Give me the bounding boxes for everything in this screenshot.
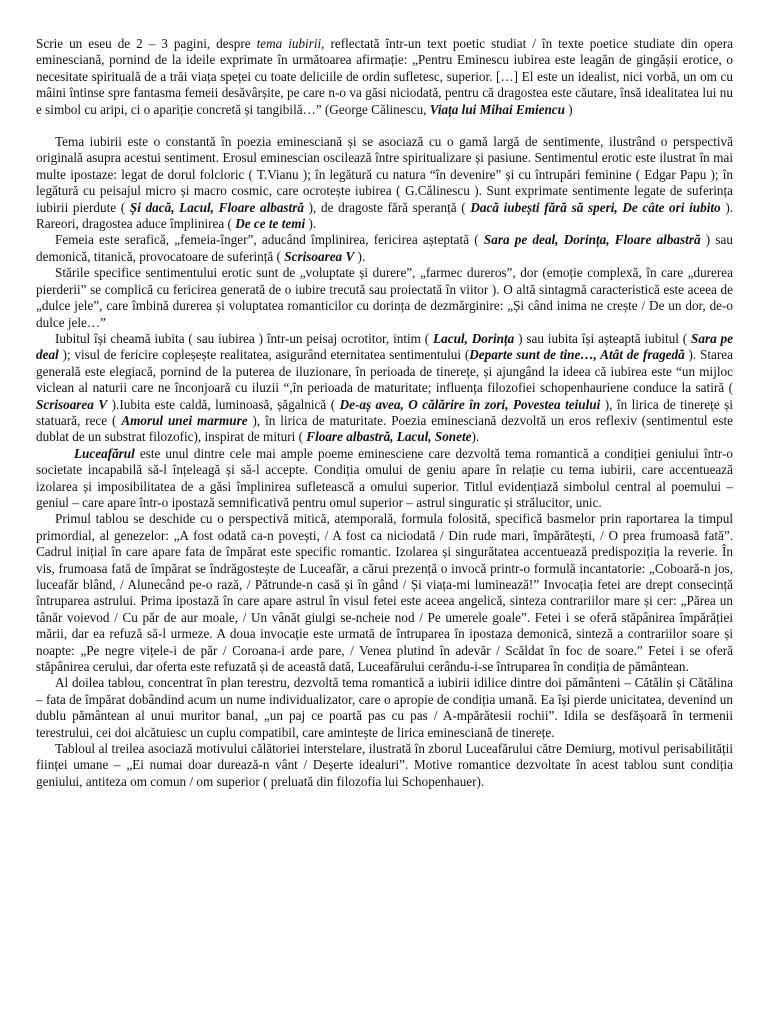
text-run: Femeia este serafică, „femeia-înger”, aducând împlinirea, fericirea așteptată (: [55, 232, 484, 248]
text-run: ), de dragoste fără speranță (: [303, 199, 471, 215]
essay-paragraph: [36, 331, 733, 446]
text-run: ); visul de fericire copleșește realitatea, asigurând eternitatea sentimentului (: [58, 347, 470, 363]
work-title: De ce te temi: [235, 216, 306, 232]
text-run: Primul tablou se deschide cu o perspectivă mitică, atemporală, formula folosită, specifică basmelor prin raportarea la timpul primordial, al genezelor: „A fost odată ca-n povești, / A fost ca niciodată / Din rude mari, împărătești, / O prea frumoasă fată”. Cadrul inițial în care apare fata de împărat este specific romantic. Izolarea și singurătatea accentuează predispoziția la reverie. În vis, frumoasa fată de împărat se îndrăgostește de Luceafăr, a cărui prezență o invocă printr-o formulă incantatorie: „Coboară-n jos, luceafăr blând, / Alunecând pe-o rază, / Pătrunde-n casă și în gând / Și viața-mi luminează!” Invocația fetei are drept consecință întruparea astrului. Prima ipostază în care apare astrul în visul fetei este aceea angelică, sinteza contrariilor mare și cer: „Părea un tânăr voievod / Cu păr de aur moale, / Un vânăt giulgi se-ncheie nod / Pe umerele goale”. Fetei i se oferă stăpânirea împărăției mării, dar ea refuză să-l urmeze. A doua invocație este urmată de întruparea în ipostaza demonică, sinteză a contrariilor soare și noapte: „Pe negre vițele-i de păr / Coroana-i arde pare, / Venea plutind în adevăr / Scăldat în foc de soare.” Fetei i se oferă stăpânirea cerului, dar oferta este refuzată și de această dată, Luceafărului cerându-i-se întruparea în condiția de pământean.: [36, 511, 733, 675]
text-run: ).: [471, 429, 480, 445]
essay-body: [36, 134, 733, 790]
work-title: Dacă iubești fără să speri, De câte ori iubito: [470, 199, 721, 215]
text-run: Scrie un eseu de 2 – 3 pagini, despre: [36, 36, 257, 51]
work-title: Departe sunt de tine…, Atât de fragedă: [469, 347, 685, 363]
work-title: Amorul unei marmure: [121, 412, 248, 428]
essay-paragraph: [36, 446, 733, 512]
essay-paragraph: [36, 511, 733, 675]
text-run: Tema iubirii este o constantă în poezia eminesciană și se asociază cu o gamă largă de sentimente, ilustrând o perspectivă originală asupra acestui sentiment. Erosul eminescian oscilează între spiritualizare și pasiune. Sentimentul erotic este ilustrat în mai multe ipostaze: legat de dorul folcloric ( T.Vianu ); în legătură cu natura “în devenire” și cu întrupări feminine ( Edgar Papu ); în legătură cu peisajul micro și macro cosmic, care ocrotește iubirea ( G.Călinescu ). Sunt exprimate sentimente legate de suferința iubirii pierdute (: [36, 134, 733, 215]
text-run: Stările specifice sentimentului erotic sunt de „voluptate și durere”, „farmec dureros”, dor (emoție complexă, în care „durerea pierderii” se complică cu fericirea generată de o iubire trecută sau proiectată în viitor ). O altă sintagmă caracteristică este aceea de „dulce jele”, care îmbină durerea și voluptatea romanticilor cu dorința de dezmărginire: „Și când inima ne crește / De un dor, de-o dulce jele…”: [36, 265, 733, 330]
text-run: ) sau demonică, titanică, provocatoare de suferință (: [36, 232, 733, 264]
work-title: Sara pe deal: [36, 330, 734, 363]
text-run: ), în lirica de tinerețe și statuară, rece (: [36, 396, 733, 428]
text-run: este unul dintre cele mai ample poeme eminesciene care dezvoltă tema romantică a condiției geniului într-o societate incapabilă să-l înțeleagă și să-l accepte. Condiția omului de geniu apare în relație cu tema iubirii, care accentuează izolarea și imposibilitatea de a găsi împlinirea sufletească a omului superior. Titlul evidențiază simbolul central al poemului – geniul – care apare într-o ipostază semnificativă pentru omul superior – astrul singuratic și strălucitor, unic.: [36, 445, 733, 510]
text-run: , reflectată într-un text poetic studiat / în texte poetice studiate din opera eminesciană, pornind de la ideile exprimate în următoarea afirmație: „Pentru Eminescu iubirea este leagăn de gingășii erotice, o necesitate spirituală de a trăi viața speței cu toate deliciile de ordin sufletesc, superior. […] El este un idealist, nici vorbă, un om cu mâini întinse spre fantasma femeii desăvârșite, pe care n-o va găsi niciodată, pentru că dragostea este căutare, însă idealitatea lui nu e simbol cu aripi, ci o apariție concretă și tangibilă…” (George Călinescu,: [36, 36, 733, 117]
work-title: Luceafărul: [74, 445, 135, 461]
text-run: Al doilea tablou, concentrat în plan terestru, dezvoltă tema romantică a iubirii idilice dintre doi pământeni – Cătălin și Cătălina – fata de împărat dobândind acum un nume individualizator, care o apropie de condiția umană. Ea își pierde unicitatea, devenind un dublu pământean al unui muritor banal, „un paj ce poartă pas cu pas / A-mpărătesii rochii”. Idila se desfășoară în termenii terestrului, cei doi alcătuiesc un cuplu compatibil, care amintește de lirica eminesciană de tinerețe.: [36, 675, 733, 740]
work-title: Scrisoarea V: [284, 248, 355, 264]
text-run: ), în lirica de maturitate. Poezia eminesciană dezvoltă un eros reflexiv (sentimentul este dublat de un substrat filozofic), inspirat de mituri (: [36, 412, 733, 445]
text-run: Iubitul își cheamă iubita ( sau iubirea ) într-un peisaj ocrotitor, intim (: [55, 330, 434, 346]
text-run: Tabloul al treilea asociază motivului călătoriei interstelare, ilustrată în zborul Luceafărului către Demiurg, motivul perisabilității ființei umane – „Ei numai doar durează-n vânt / Deșerte idealuri”. Motive romantice dezvoltate în acest tablou sunt condiția geniului, antiteza om comun / om superior ( preluată din filozofia lui Schopenhauer).: [36, 741, 733, 789]
text-run: ) sau iubita își așteaptă iubitul (: [514, 330, 692, 346]
text-run: ). Rareori, dragostea aduce împlinirea (: [36, 199, 734, 232]
work-title: De-aș avea, O călărire în zori, Povestea teiului: [339, 396, 601, 412]
work-title: Scrisoarea V: [36, 396, 108, 412]
work-title: Viața lui Mihai Emiencu: [429, 101, 565, 117]
essay-paragraph: [36, 134, 733, 232]
work-title: Lacul, Dorința: [433, 330, 515, 346]
essay-paragraph: [36, 741, 733, 790]
work-title: Sara pe deal, Dorința, Floare albastră: [483, 232, 701, 248]
essay-paragraph: [36, 675, 733, 741]
text-run: ): [565, 101, 573, 117]
essay-prompt: [36, 36, 733, 118]
text-run: ).Iubita este caldă, luminoasă, șăgalnică (: [107, 396, 340, 412]
work-title: Și dacă, Lacul, Floare albastră: [129, 199, 304, 215]
essay-paragraph: [36, 232, 733, 265]
italic-title: tema iubirii: [256, 36, 322, 51]
text-run: ).: [305, 216, 317, 232]
work-title: Floare albastră, Lacul, Sonete: [306, 429, 472, 445]
essay-paragraph: [36, 265, 733, 331]
text-run: ).: [354, 248, 366, 264]
text-run: ). Starea generală este elegiacă, pornind de la puterea de iluzionare, în perioada de tinerețe, și ajungând la ideea că iubirea este “un mijloc viclean al naturii care ne înconjoară cu iluzii “,în perioada de maturitate; influența filozofiei schopenhauriene conduce la satiră (: [36, 347, 733, 396]
